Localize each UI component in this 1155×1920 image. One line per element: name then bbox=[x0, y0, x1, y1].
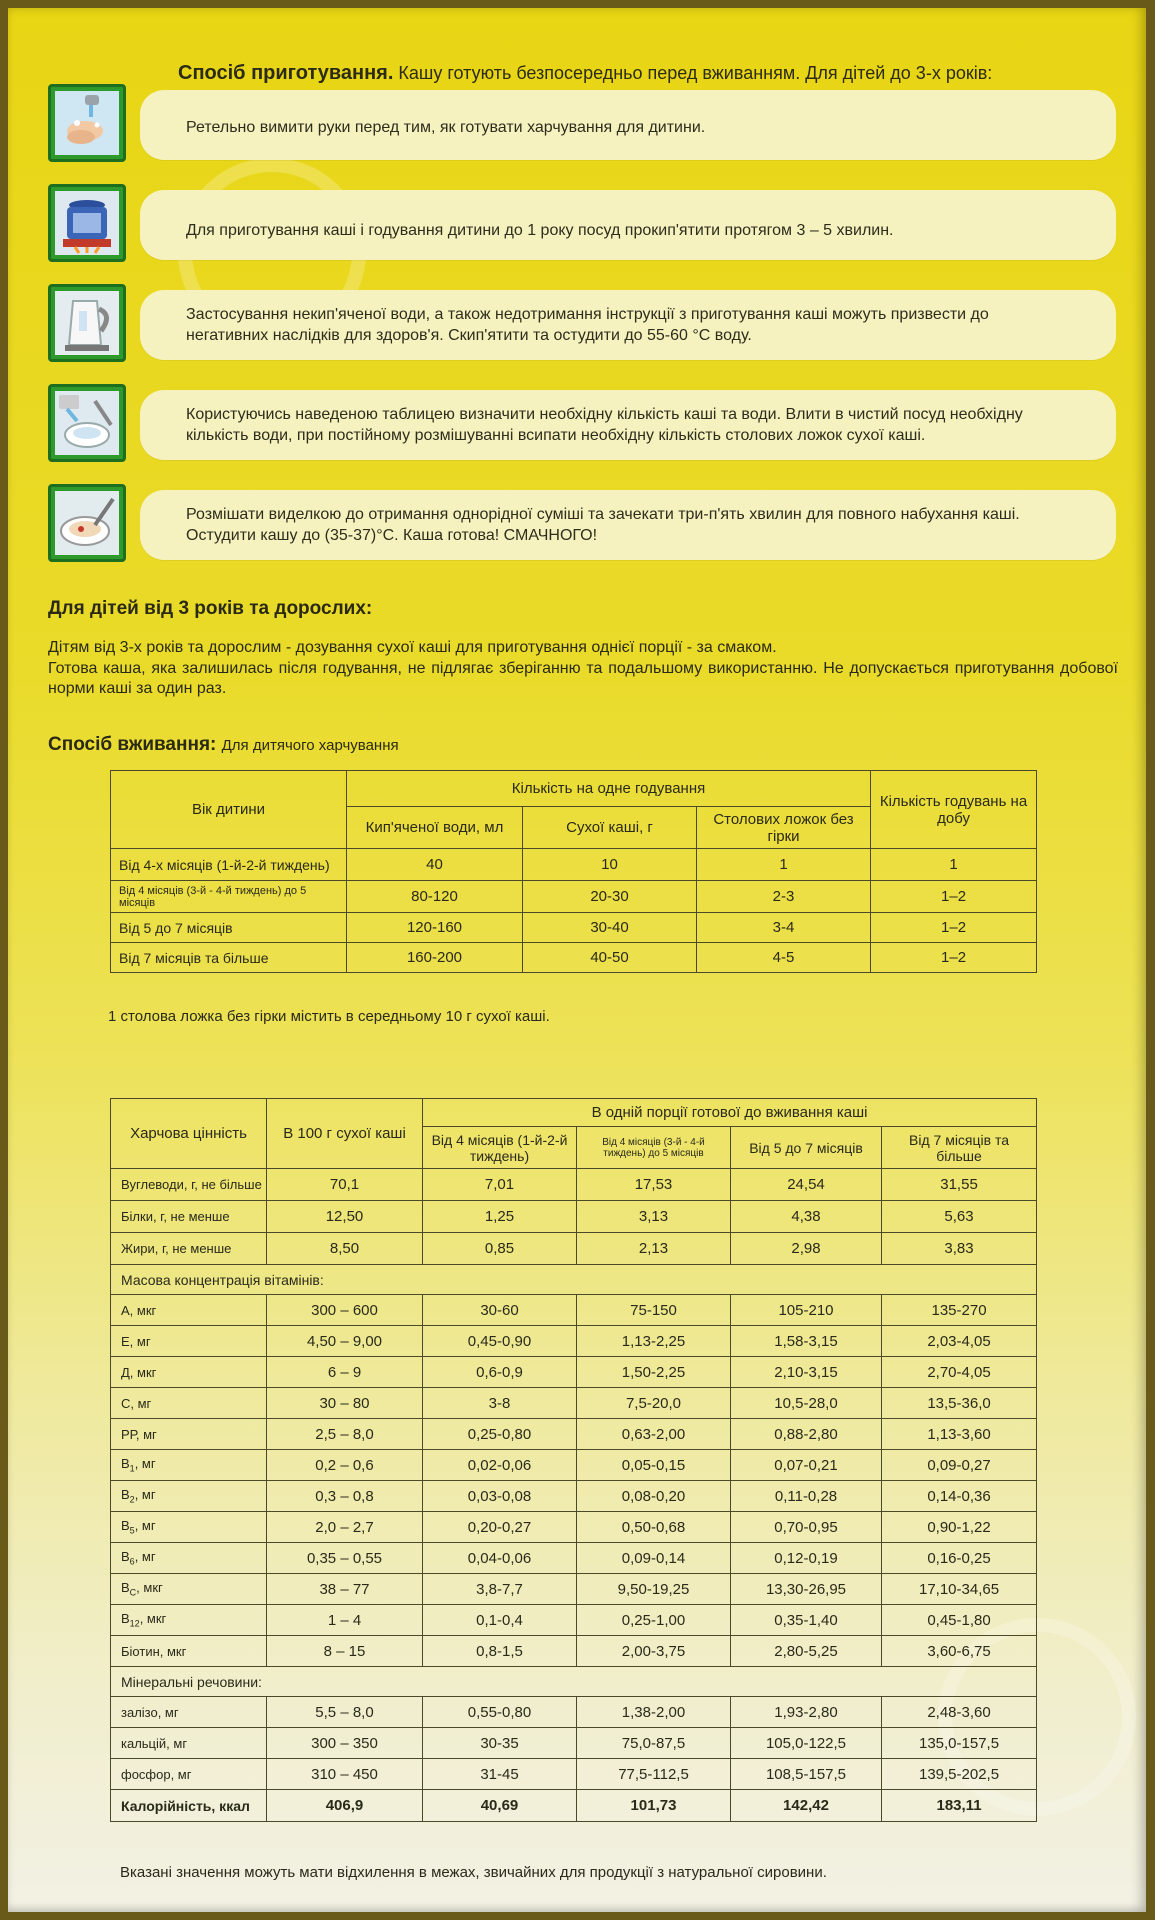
water-cell: 120-160 bbox=[347, 913, 523, 943]
value-cell: 2,00-3,75 bbox=[577, 1636, 731, 1667]
dry-cell: 20-30 bbox=[523, 881, 697, 913]
dry-cell: 40-50 bbox=[523, 943, 697, 973]
row-label: Біотин, мкг bbox=[111, 1636, 267, 1667]
table-row bbox=[111, 1201, 1037, 1233]
header-dry: Сухої каші, г bbox=[523, 807, 697, 849]
value-cell: 0,09-0,14 bbox=[577, 1543, 731, 1574]
step-row bbox=[48, 84, 1128, 166]
value-cell: 38 – 77 bbox=[267, 1574, 423, 1605]
value-cell: 108,5-157,5 bbox=[731, 1759, 882, 1790]
dry-cell: 30-40 bbox=[523, 913, 697, 943]
value-cell: 139,5-202,5 bbox=[882, 1759, 1037, 1790]
value-cell: 24,54 bbox=[731, 1169, 882, 1201]
calories-row bbox=[111, 1790, 1037, 1822]
value-cell: 1,13-3,60 bbox=[882, 1419, 1037, 1450]
calories-cell: 406,9 bbox=[267, 1790, 423, 1822]
row-label: А, мкг bbox=[111, 1295, 267, 1326]
table-row bbox=[111, 1481, 1037, 1512]
dry-cell: 10 bbox=[523, 849, 697, 881]
header-per100: В 100 г сухої каші bbox=[267, 1099, 423, 1169]
adults-line-1: Дітям від 3-х років та дорослим - дозування сухої каші для приготування однієї порції - за смаком. bbox=[48, 639, 777, 656]
value-cell: 0,55-0,80 bbox=[423, 1697, 577, 1728]
value-cell: 0,63-2,00 bbox=[577, 1419, 731, 1450]
water-cell: 40 bbox=[347, 849, 523, 881]
table-row bbox=[111, 1728, 1037, 1759]
nutrition-footnote: Вказані значення можуть мати відхилення в межах, звичайних для продукції з натуральної сировини. bbox=[120, 1864, 827, 1881]
value-cell: 0,11-0,28 bbox=[731, 1481, 882, 1512]
value-cell: 105-210 bbox=[731, 1295, 882, 1326]
row-label: Е, мг bbox=[111, 1326, 267, 1357]
table-row bbox=[111, 1543, 1037, 1574]
value-cell: 30-35 bbox=[423, 1728, 577, 1759]
feedings-cell: 1–2 bbox=[871, 881, 1037, 913]
water-cell: 160-200 bbox=[347, 943, 523, 973]
value-cell: 2,98 bbox=[731, 1233, 882, 1265]
kettle-icon bbox=[48, 284, 126, 362]
value-cell: 1,58-3,15 bbox=[731, 1326, 882, 1357]
row-label: $В_{12}$, мкг bbox=[111, 1605, 267, 1636]
value-cell: 2,13 bbox=[577, 1233, 731, 1265]
value-cell: 70,1 bbox=[267, 1169, 423, 1201]
row-label: залізо, мг bbox=[111, 1697, 267, 1728]
value-cell: 30 – 80 bbox=[267, 1388, 423, 1419]
row-label: фосфор, мг bbox=[111, 1759, 267, 1790]
dosage-table bbox=[110, 770, 1037, 973]
value-cell: 0,45-1,80 bbox=[882, 1605, 1037, 1636]
age-cell: Від 4-х місяців (1-й-2-й тиждень) bbox=[111, 849, 347, 881]
header-age: Вік дитини bbox=[111, 771, 347, 849]
value-cell: 2,70-4,05 bbox=[882, 1357, 1037, 1388]
value-cell: 2,10-3,15 bbox=[731, 1357, 882, 1388]
row-label: $В_С$, мкг bbox=[111, 1574, 267, 1605]
spoons-cell: 1 bbox=[697, 849, 871, 881]
row-label: $В_5$, мг bbox=[111, 1512, 267, 1543]
step-row bbox=[48, 284, 1128, 366]
header-col-4: Від 7 місяців та більше bbox=[882, 1127, 1037, 1169]
value-cell: 8 – 15 bbox=[267, 1636, 423, 1667]
value-cell: 135,0-157,5 bbox=[882, 1728, 1037, 1759]
value-cell: 4,50 – 9,00 bbox=[267, 1326, 423, 1357]
age-cell: Від 7 місяців та більше bbox=[111, 943, 347, 973]
value-cell: 1,13-2,25 bbox=[577, 1326, 731, 1357]
spoons-cell: 3-4 bbox=[697, 913, 871, 943]
value-cell: 0,25-1,00 bbox=[577, 1605, 731, 1636]
value-cell: 5,63 bbox=[882, 1201, 1037, 1233]
row-label: кальцій, мг bbox=[111, 1728, 267, 1759]
nutrition-table bbox=[110, 1098, 1037, 1822]
step-text: Ретельно вимити руки перед тим, як готувати харчування для дитини. bbox=[186, 119, 706, 136]
value-cell: 6 – 9 bbox=[267, 1357, 423, 1388]
value-cell: 12,50 bbox=[267, 1201, 423, 1233]
boiling-pot-icon bbox=[48, 184, 126, 262]
value-cell: 13,5-36,0 bbox=[882, 1388, 1037, 1419]
value-cell: 3,13 bbox=[577, 1201, 731, 1233]
value-cell: 0,20-0,27 bbox=[423, 1512, 577, 1543]
value-cell: 0,1-0,4 bbox=[423, 1605, 577, 1636]
header-value: Харчова цінність bbox=[111, 1099, 267, 1169]
value-cell: 0,45-0,90 bbox=[423, 1326, 577, 1357]
header-col-2: Від 4 місяців (3-й - 4-й тиждень) до 5 місяців bbox=[577, 1127, 731, 1169]
table-row bbox=[111, 1357, 1037, 1388]
table-row bbox=[111, 1574, 1037, 1605]
value-cell: 300 – 350 bbox=[267, 1728, 423, 1759]
row-label: Д, мкг bbox=[111, 1357, 267, 1388]
step-row bbox=[48, 184, 1128, 266]
spoons-cell: 4-5 bbox=[697, 943, 871, 973]
step-row bbox=[48, 484, 1128, 566]
preparation-title: Спосіб приготування. bbox=[178, 62, 394, 84]
value-cell: 2,5 – 8,0 bbox=[267, 1419, 423, 1450]
row-label: РР, мг bbox=[111, 1419, 267, 1450]
value-cell: 31-45 bbox=[423, 1759, 577, 1790]
value-cell: 0,03-0,08 bbox=[423, 1481, 577, 1512]
value-cell: 2,48-3,60 bbox=[882, 1697, 1037, 1728]
table-row bbox=[111, 1169, 1037, 1201]
value-cell: 1,25 bbox=[423, 1201, 577, 1233]
value-cell: 1,38-2,00 bbox=[577, 1697, 731, 1728]
table-row bbox=[111, 1512, 1037, 1543]
value-cell: 31,55 bbox=[882, 1169, 1037, 1201]
value-cell: 0,3 – 0,8 bbox=[267, 1481, 423, 1512]
stirring-bowl-icon bbox=[48, 484, 126, 562]
step-text: Розмішати виделкою до отримання однорідної суміші та зачекати три-п'ять хвилин для повного набухання каші. Остудити кашу до (35-37)°С. Каша готова! СМАЧНОГО! bbox=[186, 506, 1020, 544]
row-label: С, мг bbox=[111, 1388, 267, 1419]
value-cell: 10,5-28,0 bbox=[731, 1388, 882, 1419]
value-cell: 0,50-0,68 bbox=[577, 1512, 731, 1543]
header-portion: В одній порції готової до вживання каші bbox=[423, 1099, 1037, 1127]
value-cell: 105,0-122,5 bbox=[731, 1728, 882, 1759]
measuring-spoon-icon bbox=[48, 384, 126, 462]
value-cell: 310 – 450 bbox=[267, 1759, 423, 1790]
row-label: Вуглеводи, г, не більше bbox=[111, 1169, 267, 1201]
value-cell: 1 – 4 bbox=[267, 1605, 423, 1636]
table-row bbox=[111, 1605, 1037, 1636]
table-row bbox=[111, 1697, 1037, 1728]
minerals-label: Мінеральні речовини: bbox=[111, 1667, 1037, 1697]
step-text: Користуючись наведеною таблицею визначити необхідну кількість каші та води. Влити в чистий посуд необхідну кількість води, при постійному розмішуванні всипати необхідну кількість столових ложок сухої каші. bbox=[186, 406, 1023, 444]
value-cell: 0,88-2,80 bbox=[731, 1419, 882, 1450]
age-cell: Від 4 місяців (3-й - 4-й тиждень) до 5 місяців bbox=[111, 881, 347, 913]
value-cell: 300 – 600 bbox=[267, 1295, 423, 1326]
value-cell: 75,0-87,5 bbox=[577, 1728, 731, 1759]
value-cell: 0,35 – 0,55 bbox=[267, 1543, 423, 1574]
usage-subtitle: Для дитячого харчування bbox=[221, 737, 399, 754]
table-row bbox=[111, 1295, 1037, 1326]
row-label: Білки, г, не менше bbox=[111, 1201, 267, 1233]
table-row bbox=[111, 881, 1037, 913]
value-cell: 3,8-7,7 bbox=[423, 1574, 577, 1605]
value-cell: 0,2 – 0,6 bbox=[267, 1450, 423, 1481]
value-cell: 0,90-1,22 bbox=[882, 1512, 1037, 1543]
value-cell: 3,60-6,75 bbox=[882, 1636, 1037, 1667]
header-col-1: Від 4 місяців (1-й-2-й тиждень) bbox=[423, 1127, 577, 1169]
value-cell: 0,70-0,95 bbox=[731, 1512, 882, 1543]
value-cell: 5,5 – 8,0 bbox=[267, 1697, 423, 1728]
value-cell: 1,93-2,80 bbox=[731, 1697, 882, 1728]
header-water: Кип'яченої води, мл bbox=[347, 807, 523, 849]
value-cell: 3,83 bbox=[882, 1233, 1037, 1265]
header-col-3: Від 5 до 7 місяців bbox=[731, 1127, 882, 1169]
value-cell: 0,6-0,9 bbox=[423, 1357, 577, 1388]
value-cell: 0,04-0,06 bbox=[423, 1543, 577, 1574]
calories-cell: 183,11 bbox=[882, 1790, 1037, 1822]
value-cell: 0,8-1,5 bbox=[423, 1636, 577, 1667]
value-cell: 2,80-5,25 bbox=[731, 1636, 882, 1667]
step-text: Застосування некип'яченої води, а також недотримання інструкції з приготування каші можуть призвести до негативних наслідків для здоров'я. Скип'ятити та остудити до 55-60 °С воду. bbox=[186, 306, 989, 344]
value-cell: 0,02-0,06 bbox=[423, 1450, 577, 1481]
feedings-cell: 1–2 bbox=[871, 913, 1037, 943]
value-cell: 0,09-0,27 bbox=[882, 1450, 1037, 1481]
usage-heading bbox=[48, 734, 399, 756]
value-cell: 13,30-26,95 bbox=[731, 1574, 882, 1605]
value-cell: 1,50-2,25 bbox=[577, 1357, 731, 1388]
value-cell: 2,03-4,05 bbox=[882, 1326, 1037, 1357]
value-cell: 9,50-19,25 bbox=[577, 1574, 731, 1605]
value-cell: 0,35-1,40 bbox=[731, 1605, 882, 1636]
row-label: $В_2$, мг bbox=[111, 1481, 267, 1512]
value-cell: 0,05-0,15 bbox=[577, 1450, 731, 1481]
value-cell: 30-60 bbox=[423, 1295, 577, 1326]
water-cell: 80-120 bbox=[347, 881, 523, 913]
step-row bbox=[48, 384, 1128, 466]
hand-washing-icon bbox=[48, 84, 126, 162]
value-cell: 4,38 bbox=[731, 1201, 882, 1233]
package-back-panel bbox=[8, 8, 1146, 1912]
table-row bbox=[111, 1388, 1037, 1419]
usage-title: Спосіб вживання: bbox=[48, 734, 217, 755]
table-row bbox=[111, 913, 1037, 943]
value-cell: 0,25-0,80 bbox=[423, 1419, 577, 1450]
value-cell: 7,5-20,0 bbox=[577, 1388, 731, 1419]
table-row bbox=[111, 943, 1037, 973]
value-cell: 0,08-0,20 bbox=[577, 1481, 731, 1512]
age-cell: Від 5 до 7 місяців bbox=[111, 913, 347, 943]
row-label: $В_6$, мг bbox=[111, 1543, 267, 1574]
calories-cell: 101,73 bbox=[577, 1790, 731, 1822]
value-cell: 17,53 bbox=[577, 1169, 731, 1201]
header-spoons: Столових ложок без гірки bbox=[697, 807, 871, 849]
value-cell: 2,0 – 2,7 bbox=[267, 1512, 423, 1543]
adults-line-2: Готова каша, яка залишилась після годування, не підлягає зберіганню та подальшому використанню. Не допускається приготування добової норми каші за один раз. bbox=[48, 660, 1118, 697]
preparation-intro: Кашу готують безпосередньо перед вживанням. Для дітей до 3-х років: bbox=[398, 63, 993, 83]
table-row bbox=[111, 849, 1037, 881]
value-cell: 0,14-0,36 bbox=[882, 1481, 1037, 1512]
calories-cell: 40,69 bbox=[423, 1790, 577, 1822]
table-row bbox=[111, 1233, 1037, 1265]
adults-title: Для дітей від 3 років та дорослих: bbox=[48, 598, 373, 619]
row-label: Жири, г, не менше bbox=[111, 1233, 267, 1265]
value-cell: 135-270 bbox=[882, 1295, 1037, 1326]
table-row bbox=[111, 1759, 1037, 1790]
value-cell: 0,85 bbox=[423, 1233, 577, 1265]
value-cell: 0,16-0,25 bbox=[882, 1543, 1037, 1574]
step-text: Для приготування каші і годування дитини до 1 року посуд прокип'ятити протягом 3 – 5 хвилин. bbox=[186, 222, 894, 239]
value-cell: 8,50 bbox=[267, 1233, 423, 1265]
table-row bbox=[111, 1419, 1037, 1450]
vitamins-label: Масова концентрація вітамінів: bbox=[111, 1265, 1037, 1295]
table-row bbox=[111, 1636, 1037, 1667]
feedings-cell: 1–2 bbox=[871, 943, 1037, 973]
header-feedings: Кількість годувань на добу bbox=[871, 771, 1037, 849]
value-cell: 77,5-112,5 bbox=[577, 1759, 731, 1790]
preparation-heading bbox=[178, 62, 1078, 85]
row-label: $В_1$, мг bbox=[111, 1450, 267, 1481]
header-amount: Кількість на одне годування bbox=[347, 771, 871, 807]
calories-label: Калорійність, ккал bbox=[111, 1790, 267, 1822]
value-cell: 0,12-0,19 bbox=[731, 1543, 882, 1574]
spoon-note: 1 столова ложка без гірки містить в середньому 10 г сухої каші. bbox=[108, 1008, 550, 1025]
feedings-cell: 1 bbox=[871, 849, 1037, 881]
spoons-cell: 2-3 bbox=[697, 881, 871, 913]
value-cell: 0,07-0,21 bbox=[731, 1450, 882, 1481]
value-cell: 75-150 bbox=[577, 1295, 731, 1326]
table-row bbox=[111, 1326, 1037, 1357]
value-cell: 7,01 bbox=[423, 1169, 577, 1201]
value-cell: 17,10-34,65 bbox=[882, 1574, 1037, 1605]
calories-cell: 142,42 bbox=[731, 1790, 882, 1822]
table-row bbox=[111, 1450, 1037, 1481]
value-cell: 3-8 bbox=[423, 1388, 577, 1419]
